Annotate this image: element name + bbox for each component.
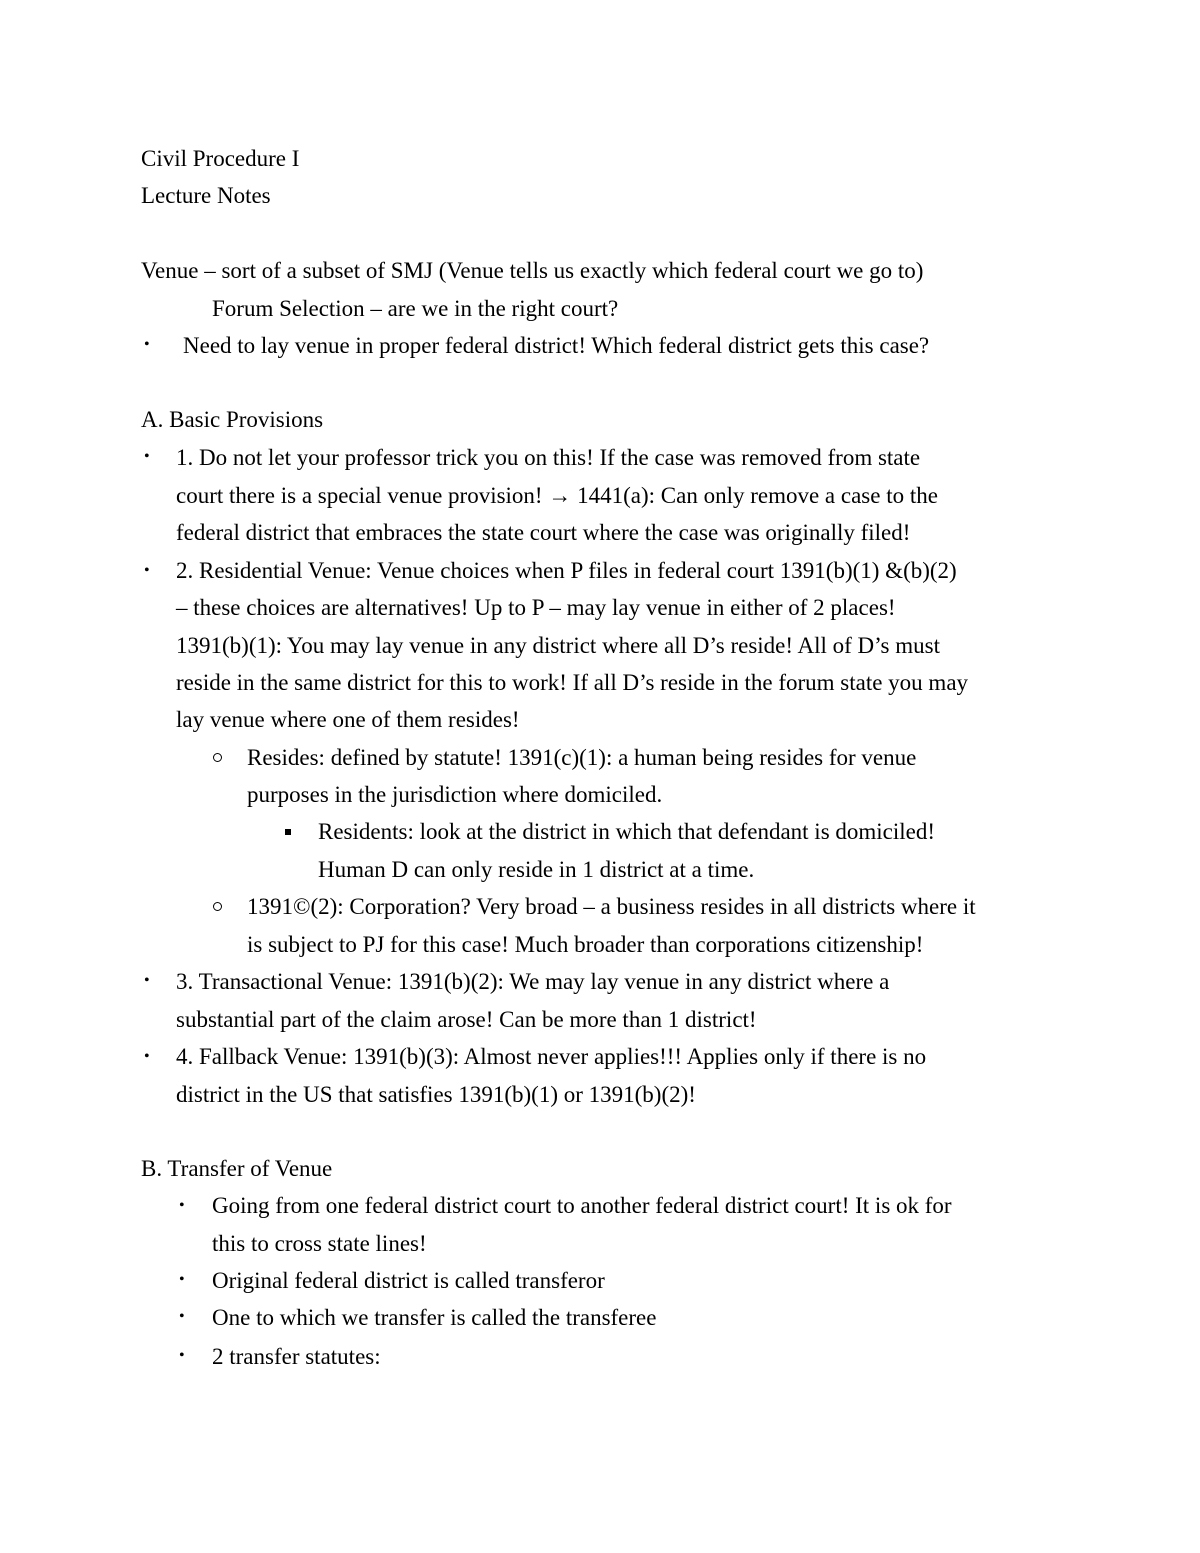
bullet-icon: •: [144, 448, 150, 465]
bullet-icon: •: [179, 1197, 185, 1214]
bullet-icon: •: [144, 972, 150, 989]
square-bullet-icon: [285, 829, 291, 835]
item4-line1: 4. Fallback Venue: 1391(b)(3): Almost never applies!!! Applies only if there is no: [176, 1044, 927, 1069]
b2-line: Original federal district is called transferor: [212, 1268, 605, 1293]
item2-line5: lay venue where one of them resides!: [176, 707, 520, 732]
b1-line1: Going from one federal district court to another federal district court! It is ok for: [212, 1193, 952, 1218]
venue-bullet-text: Need to lay venue in proper federal district! Which federal district gets this case?: [183, 333, 930, 358]
item1-line3: federal district that embraces the state court where the case was originally filed!: [176, 520, 911, 545]
item2-line4: reside in the same district for this to work! If all D’s reside in the forum state you may: [176, 670, 969, 695]
forum-selection: Forum Selection – are we in the right court?: [212, 296, 619, 321]
resides-line2: purposes in the jurisdiction where domiciled.: [247, 782, 663, 807]
section-b-heading: B. Transfer of Venue: [141, 1156, 333, 1181]
residents-line2: Human D can only reside in 1 district at a time.: [318, 857, 755, 882]
item2-line3: 1391(b)(1): You may lay venue in any district where all D’s reside! All of D’s must: [176, 633, 940, 658]
item3-line2: substantial part of the claim arose! Can be more than 1 district!: [176, 1007, 757, 1032]
circle-bullet-icon: [213, 902, 222, 911]
residents-line1: Residents: look at the district in which that defendant is domiciled!: [318, 819, 936, 844]
corporation-line2: is subject to PJ for this case! Much broader than corporations citizenship!: [247, 932, 924, 957]
item4-line2: district in the US that satisfies 1391(b)(1) or 1391(b)(2)!: [176, 1082, 696, 1107]
bullet-icon: •: [144, 562, 150, 579]
resides-line1: Resides: defined by statute! 1391(c)(1): a human being resides for venue: [247, 745, 917, 770]
item1-line2: court there is a special venue provision! → 1441(a): Can only remove a case to the: [176, 483, 938, 508]
item2-line2: – these choices are alternatives! Up to P – may lay venue in either of 2 places!: [176, 595, 896, 620]
b3-line: One to which we transfer is called the transferee: [212, 1305, 657, 1330]
bullet-icon: •: [179, 1271, 185, 1288]
item1-line1: 1. Do not let your professor trick you on this! If the case was removed from state: [176, 445, 921, 470]
bullet-icon: •: [144, 336, 150, 353]
section-a-heading: A. Basic Provisions: [141, 407, 324, 432]
venue-intro: Venue – sort of a subset of SMJ (Venue tells us exactly which federal court we go to): [141, 258, 924, 283]
item3-line1: 3. Transactional Venue: 1391(b)(2): We may lay venue in any district where a: [176, 969, 890, 994]
corporation-line1: 1391©(2): Corporation? Very broad – a business resides in all districts where it: [247, 894, 976, 919]
document-subtitle: Lecture Notes: [141, 183, 271, 208]
bullet-icon: •: [144, 1048, 150, 1065]
document-title: Civil Procedure I: [141, 146, 300, 171]
item2-line1: 2. Residential Venue: Venue choices when P files in federal court 1391(b)(1) &(b)(2): [176, 558, 957, 583]
bullet-icon: •: [179, 1308, 185, 1325]
bullet-icon: •: [179, 1347, 185, 1364]
circle-bullet-icon: [213, 753, 222, 762]
b4-line: 2 transfer statutes:: [212, 1344, 381, 1369]
b1-line2: this to cross state lines!: [212, 1231, 427, 1256]
